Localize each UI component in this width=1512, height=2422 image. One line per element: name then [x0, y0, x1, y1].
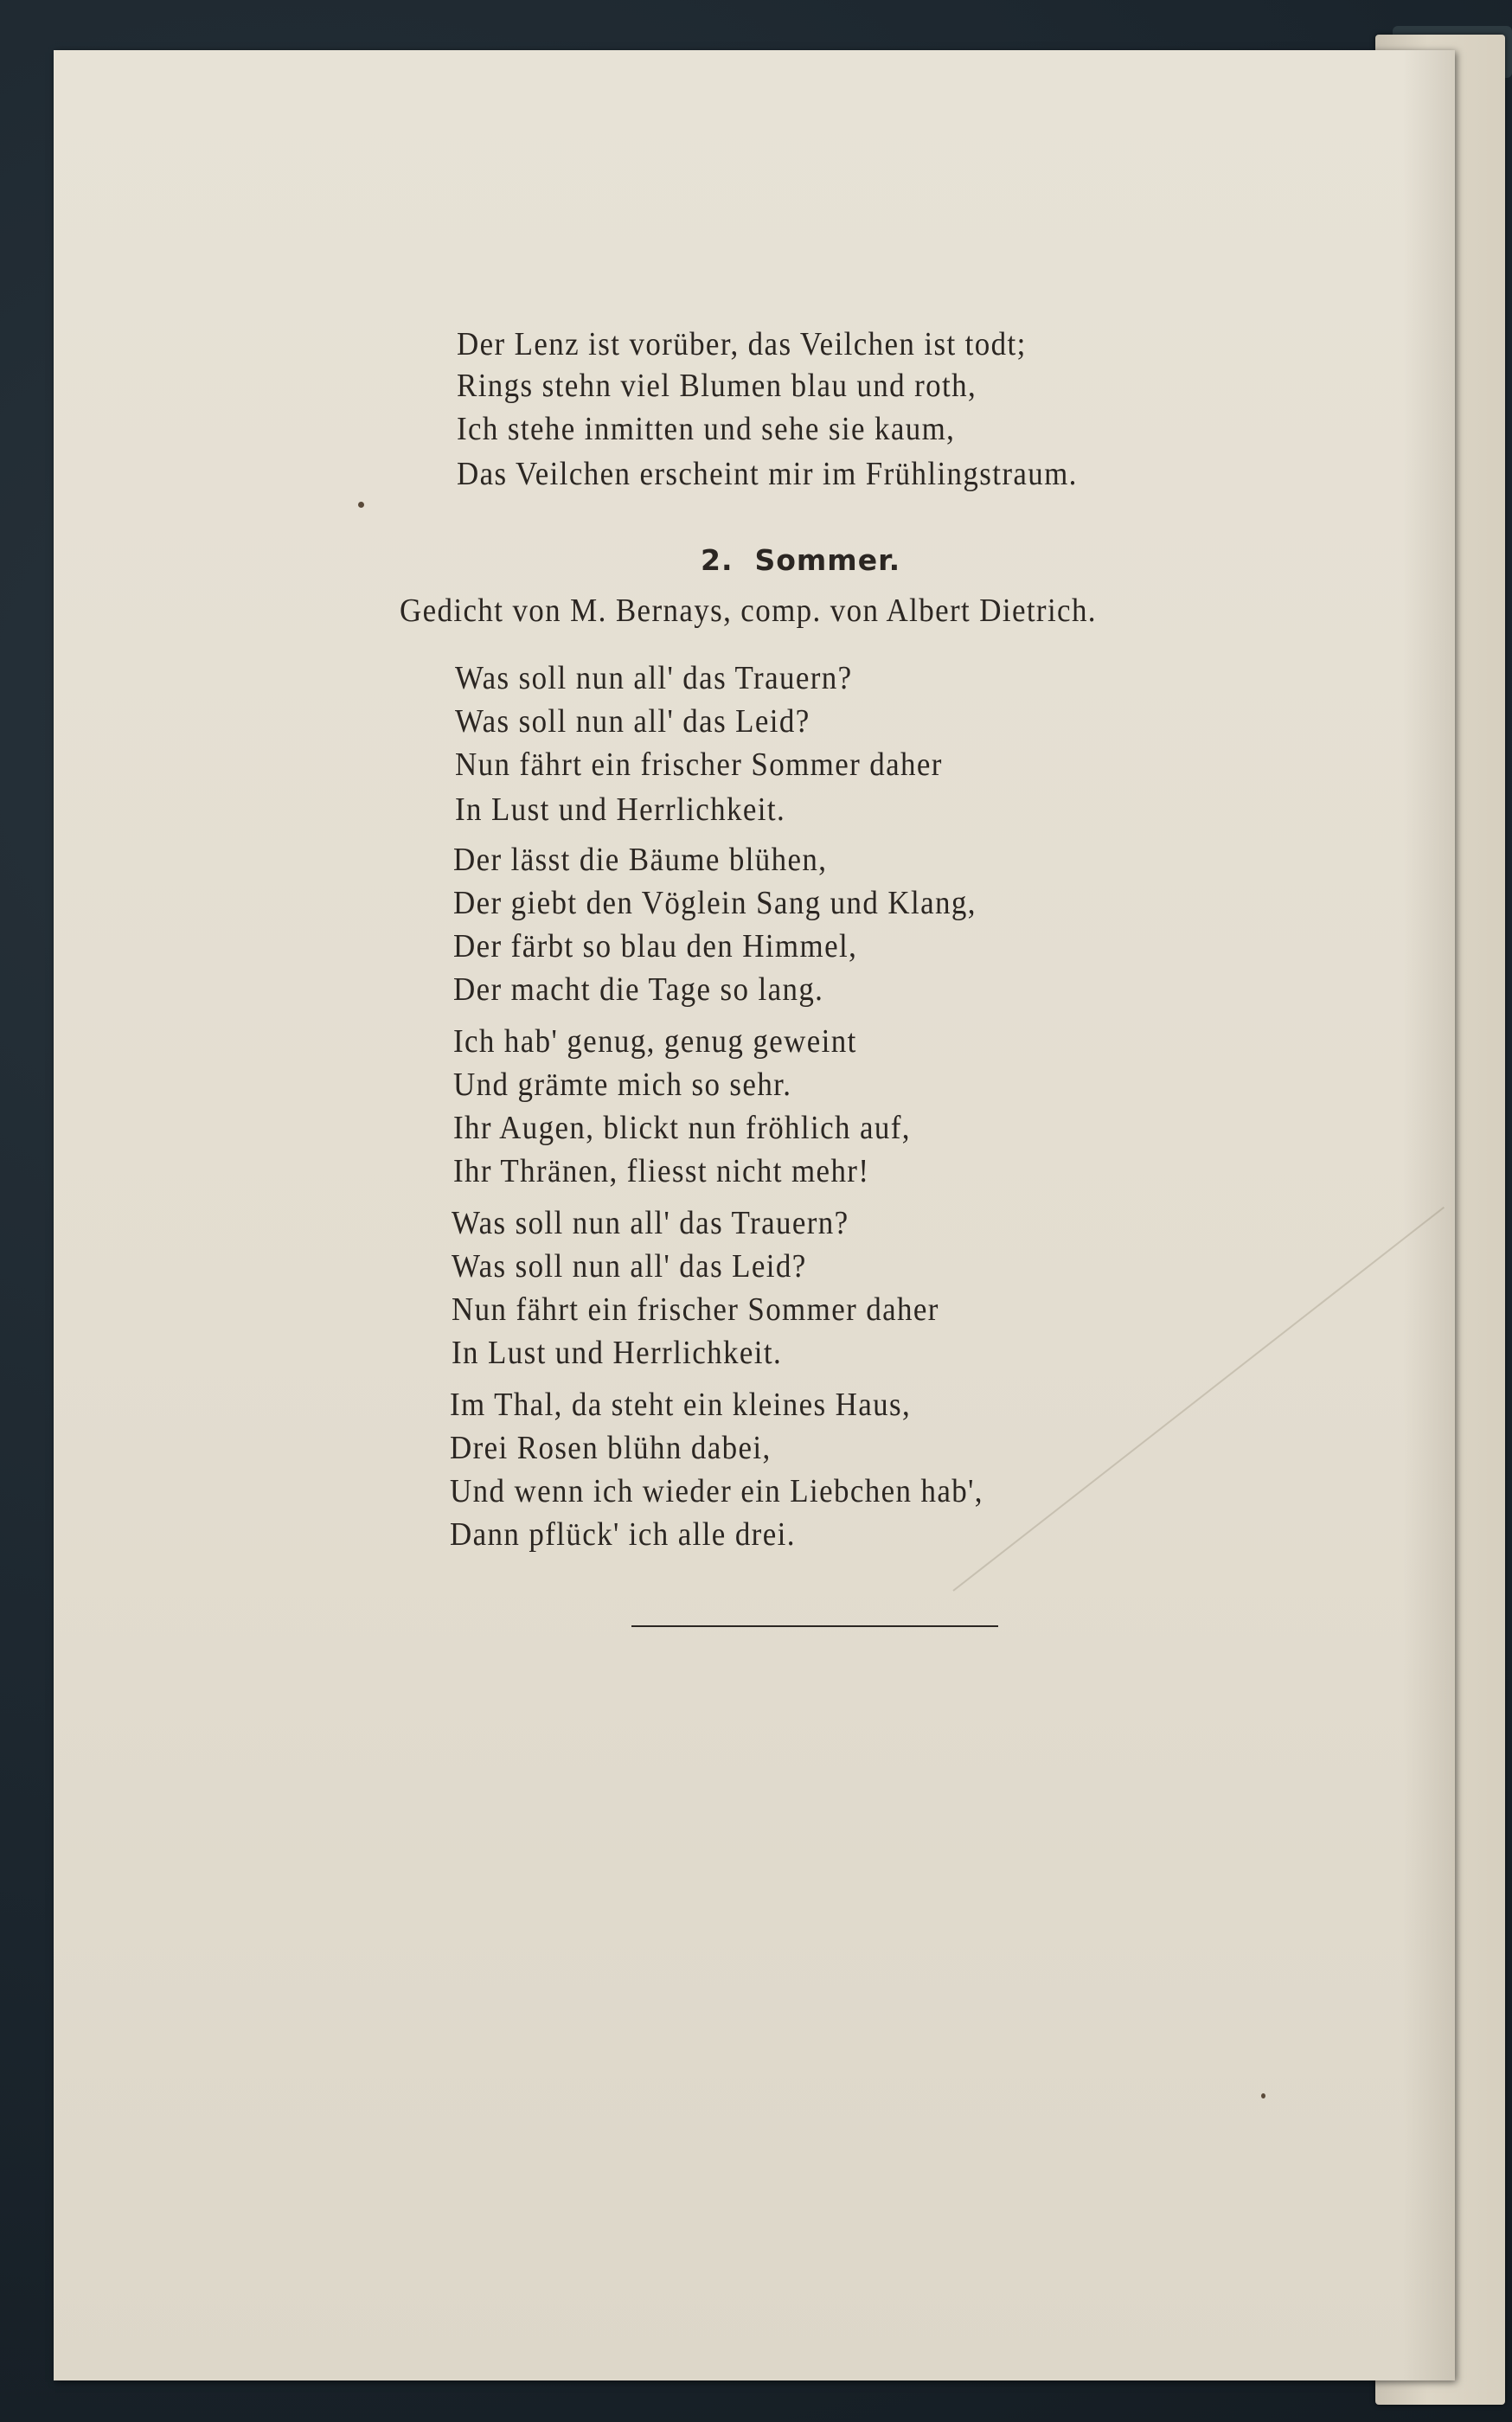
poem-line: Der giebt den Vöglein Sang und Klang,	[453, 885, 977, 921]
book-page	[54, 50, 1455, 2380]
poem-line: Im Thal, da steht ein kleines Haus,	[450, 1387, 912, 1423]
section-title: Sommer.	[754, 543, 901, 577]
poem-line: Nun fährt ein frischer Sommer daher	[455, 746, 943, 783]
poem-line: Was soll nun all' das Trauern?	[452, 1205, 849, 1241]
end-rule	[631, 1625, 998, 1627]
poem-text	[54, 50, 1455, 2380]
poem-line: Drei Rosen blühn dabei,	[450, 1430, 772, 1466]
poem-line: Der macht die Tage so lang.	[453, 971, 824, 1008]
poem-line: Dann pflück' ich alle drei.	[450, 1516, 796, 1553]
poem-line: Ich stehe inmitten und sehe sie kaum,	[457, 411, 956, 447]
poem-line: Was soll nun all' das Leid?	[455, 703, 810, 740]
poem-line: Und grämte mich so sehr.	[453, 1067, 792, 1103]
poem-line: Was soll nun all' das Leid?	[452, 1248, 807, 1285]
poem-line: Ich hab' genug, genug geweint	[453, 1023, 857, 1060]
poem-line: Rings stehn viel Blumen blau und roth,	[457, 368, 977, 404]
poem-line: Das Veilchen erscheint mir im Frühlingstraum.	[457, 456, 1078, 492]
poem-line: Ihr Augen, blickt nun fröhlich auf,	[453, 1110, 911, 1146]
poem-line: In Lust und Herrlichkeit.	[455, 791, 786, 828]
section-heading	[701, 543, 900, 577]
poem-line: Der Lenz ist vorüber, das Veilchen ist todt;	[457, 326, 1027, 362]
poem-line: In Lust und Herrlichkeit.	[452, 1335, 783, 1371]
section-credit: Gedicht von M. Bernays, comp. von Albert Dietrich.	[400, 593, 1097, 629]
poem-line: Und wenn ich wieder ein Liebchen hab',	[450, 1473, 983, 1509]
poem-line: Nun fährt ein frischer Sommer daher	[452, 1291, 939, 1328]
poem-line: Der lässt die Bäume blühen,	[453, 842, 828, 878]
poem-line: Der färbt so blau den Himmel,	[453, 928, 858, 964]
section-number: 2.	[701, 543, 734, 577]
poem-line: Was soll nun all' das Trauern?	[455, 660, 853, 696]
poem-line: Ihr Thränen, fliesst nicht mehr!	[453, 1153, 870, 1189]
